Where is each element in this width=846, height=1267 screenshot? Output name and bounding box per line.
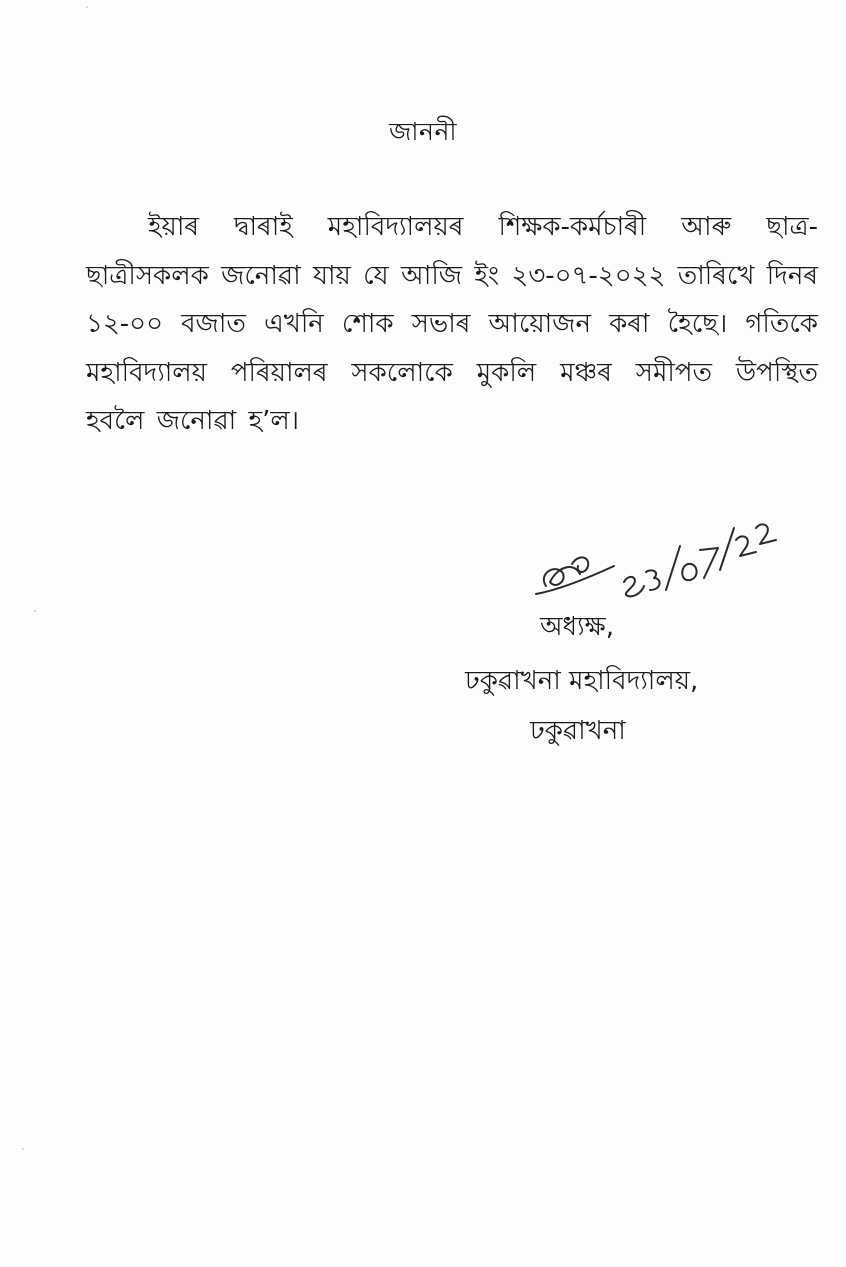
paper-speck	[86, 6, 88, 8]
institution-place: ঢকুৱাখনা	[530, 716, 626, 746]
institution-name: ঢকুৱাখনা মহাবিদ্যালয়,	[465, 666, 699, 696]
paper-speck	[22, 1148, 24, 1150]
handwritten-signature	[528, 494, 778, 624]
notice-body: ইয়াৰ দ্বাৰাই মহাবিদ্যালয়ৰ শিক্ষক-কৰ্মচাৰী আৰু ছাত্ৰ-ছাত্ৰীসকলক জনোৱা যায় যে আজি ইং ২৩-০৭-২০২২ তাৰিখে দিনৰ ১২-০০ বজাত এখনি শোক সভাৰ আয়োজন কৰা হৈছে। গতিকে মহাবিদ্যালয় পৰিয়ালৰ সকলোকে মুকলি মঞ্চৰ সমীপত উপস্থিত হবলৈ জনোৱা হ’ল।	[86, 212, 818, 436]
notice-title: জাননী	[388, 117, 458, 146]
signatory-designation: অধ্যক্ষ,	[540, 612, 614, 642]
paper-speck	[34, 610, 36, 612]
